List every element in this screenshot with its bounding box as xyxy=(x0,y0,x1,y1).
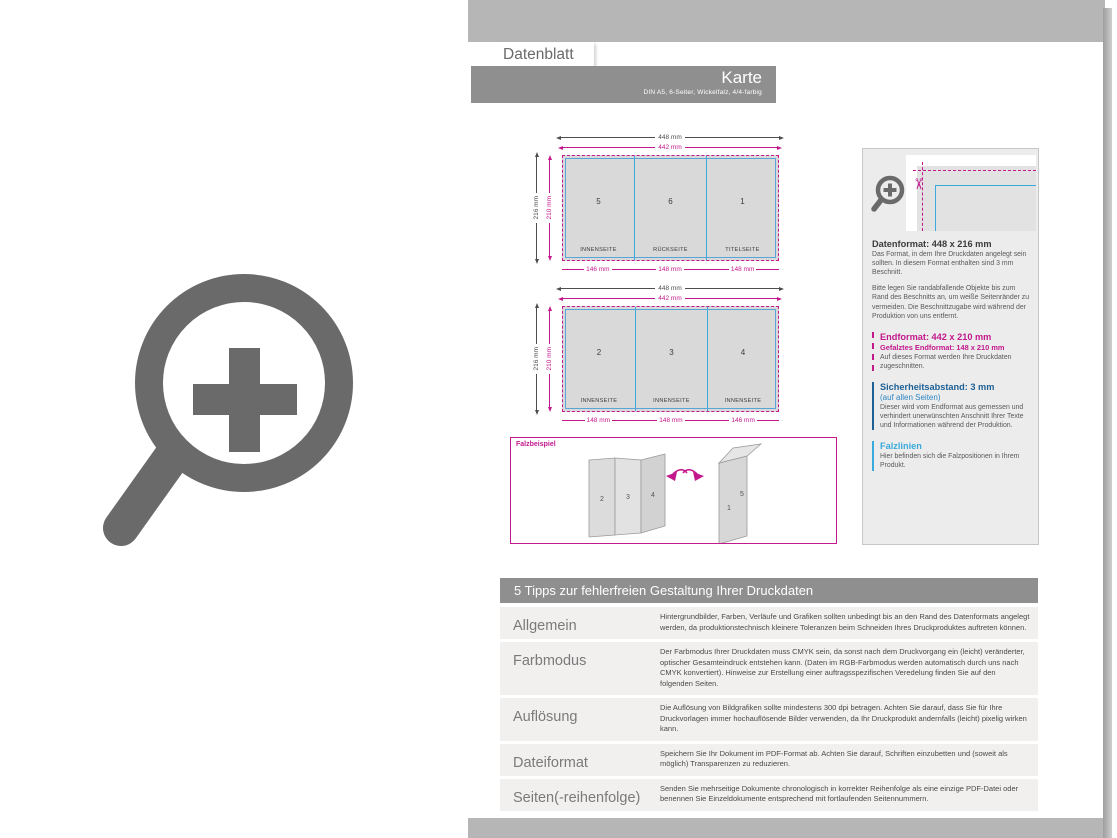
dim-outside-width-outer: 448 mm xyxy=(556,134,784,141)
zoom-plus-icon-small xyxy=(868,173,908,217)
zoom-plus-icon[interactable] xyxy=(103,260,383,560)
row-label: Dateiformat xyxy=(513,754,588,771)
panel-label: RÜCKSEITE xyxy=(653,247,688,253)
sheet-inside xyxy=(562,306,779,412)
row-text: Der Farbmodus Ihrer Druckdaten muss CMYK sein, da sonst nach dem Druckvorgang ein (leicht) veränderter, optischer Gesamteindruck entstehen kann. (Daten im RGB-Farbmodus werden automatisch durch uns nach CMYK konvertiert). Hinweise zur Erstellung einer auftragsspezifischen Veredelung finden Sie auf den folgenden Seiten. xyxy=(660,647,1025,688)
table-row xyxy=(500,698,1038,741)
panel-number: 5 xyxy=(596,197,601,206)
row-text: Die Auflösung von Bildgrafiken sollte mindestens 300 dpi betragen. Achten Sie darauf, dass Sie für Ihre Druckvorlagen immer hochauflösende Bilder verwenden, da Ihr Druckprodukt andernfalls (leicht) pixelig wirken kann. xyxy=(660,703,1027,733)
svg-text:5: 5 xyxy=(740,491,744,498)
row-text: Speichern Sie Ihr Dokument im PDF-Format ab. Achten Sie darauf, Schriften einzubetten und (soweit als möglich) Transparenzen zu reduzieren. xyxy=(660,748,1008,768)
dim-inside-height-outer: 216 mm xyxy=(533,303,540,415)
datenblatt-tab[interactable]: Datenblatt xyxy=(494,42,594,67)
dim-inside-width-outer: 448 mm xyxy=(556,285,784,292)
endformat-body: Auf dieses Format werden Ihre Druckdaten zugeschnitten. xyxy=(880,353,1012,370)
panel-number: 3 xyxy=(669,348,674,357)
endformat-subheading: Gefalztes Endformat: 148 x 210 mm xyxy=(880,342,1005,352)
dim-outside-height-inner: 210 mm xyxy=(546,155,553,261)
panel-label: INNENSEITE xyxy=(724,398,762,404)
cut-line-horizontal xyxy=(913,170,1036,171)
row-label: Allgemein xyxy=(513,618,577,634)
panel-label: INNENSEITE xyxy=(580,398,618,404)
section-datenformat xyxy=(872,239,1030,321)
row-label: Farbmodus xyxy=(513,653,587,669)
page-title: Karte xyxy=(721,68,762,87)
falzlinien-heading: Falzlinien xyxy=(880,441,922,452)
dims-inside-panels: 148 mm 148 mm 146 mm xyxy=(562,417,779,424)
dim-outside-height-outer: 216 mm xyxy=(533,152,540,264)
panel-3 xyxy=(635,307,707,411)
svg-text:2: 2 xyxy=(600,496,604,503)
svg-text:1: 1 xyxy=(727,505,731,512)
fold-example-label: Falzbeispiel xyxy=(516,441,556,448)
sicherheitsabstand-heading: Sicherheitsabstand: 3 mm xyxy=(880,381,995,392)
info-sidebar xyxy=(862,148,1039,545)
tips-table xyxy=(500,607,1038,811)
panel-4 xyxy=(707,307,778,411)
fold-example-illustration xyxy=(511,438,836,543)
panel-6 xyxy=(634,156,706,260)
panel-1 xyxy=(706,156,778,260)
scissors-icon: ✂ xyxy=(909,177,927,191)
fold-example-box xyxy=(510,437,837,544)
panel-label: INNENSEITE xyxy=(653,398,690,404)
tips-header: 5 Tipps zur fehlerfreien Gestaltung Ihrer Druckdaten xyxy=(500,578,1038,603)
datenformat-heading: Datenformat: 448 x 216 mm xyxy=(872,239,992,249)
table-row xyxy=(500,744,1038,776)
safety-line-vertical xyxy=(935,185,936,231)
section-sicherheitsabstand xyxy=(872,382,1030,430)
table-row xyxy=(500,642,1038,695)
endformat-heading: Endformat: 442 x 210 mm xyxy=(880,331,992,342)
dim-outside-width-inner: 442 mm xyxy=(558,144,782,151)
panel-number: 4 xyxy=(740,348,746,357)
sicherheitsabstand-subheading: (auf allen Seiten) xyxy=(880,392,941,402)
table-row xyxy=(500,607,1038,639)
row-text: Hintergrundbilder, Farben, Verläufe und Grafiken sollten unbedingt bis an den Rand des Datenformats angelegt werden, da produktionstechnisch kleinere Toleranzen beim Schneiden Ihres Druckproduktes auftreten können. xyxy=(660,612,1030,632)
page-shadow xyxy=(1103,8,1112,838)
panel-label: INNENSEITE xyxy=(580,247,617,253)
title-bar xyxy=(471,66,776,103)
dim-inside-width-inner: 442 mm xyxy=(558,295,782,302)
panel-number: 6 xyxy=(668,197,673,206)
sicherheitsabstand-body: Dieser wird vom Endformat aus gemessen und verhindert unerwünschten Anschnitt Ihrer Texte und Informationen während der Produktion. xyxy=(880,403,1024,430)
svg-text:4: 4 xyxy=(651,492,655,499)
dim-inside-height-inner: 210 mm xyxy=(546,306,553,412)
page-bottom-band xyxy=(468,818,1105,838)
panel-number: 2 xyxy=(596,348,602,357)
row-text: Senden Sie mehrseitige Dokumente chronologisch in korrekter Reihenfolge als eine einzige PDF-Datei oder benennen Sie Einzeldokumente entsprechend mit fortlaufenden Seitennummern. xyxy=(660,783,1019,803)
svg-text:3: 3 xyxy=(626,494,630,501)
section-falzlinien xyxy=(872,441,1030,470)
section-endformat xyxy=(872,332,1030,371)
page-top-band xyxy=(468,0,1105,42)
cut-line-vertical xyxy=(922,162,923,231)
panel-5 xyxy=(563,156,634,260)
sheet-outside xyxy=(562,155,779,261)
panel-2 xyxy=(563,307,635,411)
falzlinien-body: Hier befinden sich die Falzpositionen in Ihrem Produkt. xyxy=(880,453,1020,470)
panel-number: 1 xyxy=(740,197,745,206)
table-row xyxy=(500,779,1038,811)
page-subtitle: DIN A5, 6-Seiter, Wickelfalz, 4/4-farbig xyxy=(643,89,762,96)
panel-label: TITELSEITE xyxy=(725,247,760,253)
safety-line-horizontal xyxy=(935,185,1036,186)
row-label: Seiten(-reihenfolge) xyxy=(513,789,641,806)
datenformat-body1: Das Format, in dem Ihre Druckdaten angelegt sein sollten. In diesem Format enthalten sind 3 mm Beschnitt. xyxy=(872,251,1027,277)
dims-outside-panels: 146 mm 148 mm 148 mm xyxy=(562,266,779,273)
row-label: Auflösung xyxy=(513,709,578,725)
datenformat-body2: Bitte legen Sie randabfallende Objekte bis zum Rand des Beschnitts an, um weiße Seitenränder zu vermeiden. Die Beschnittzugabe wird während der Produktion von uns entfernt. xyxy=(872,285,1030,320)
corner-detail-illustration xyxy=(906,155,1036,231)
